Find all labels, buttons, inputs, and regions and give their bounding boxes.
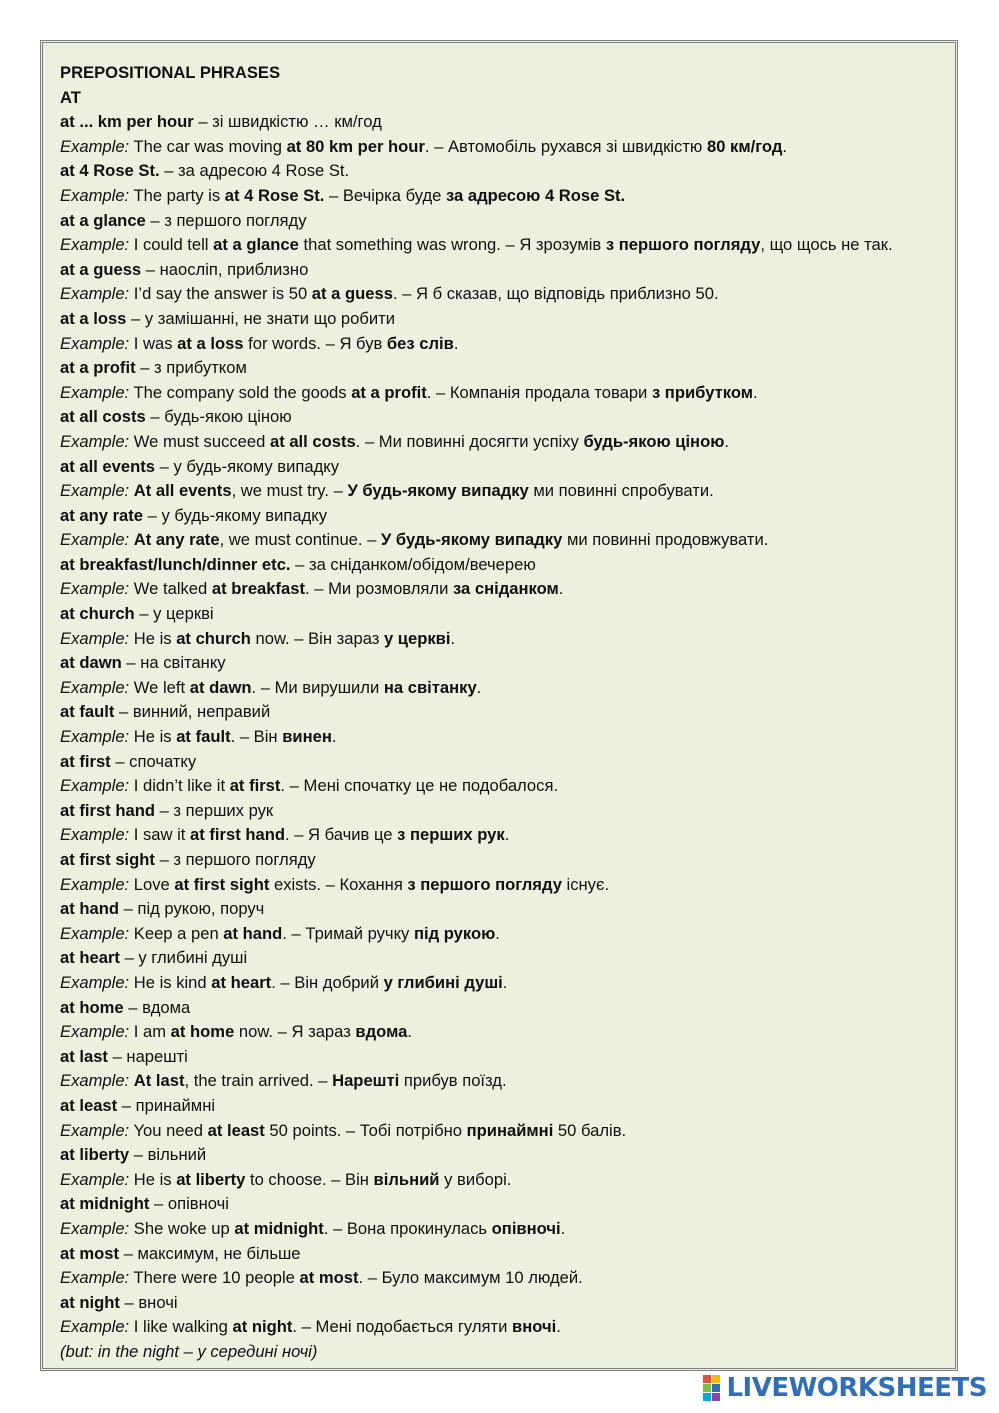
example-highlight: at first hand: [190, 825, 285, 845]
example-text: . – Ми розмовляли: [305, 579, 453, 599]
example-text: He is: [129, 628, 177, 648]
entry-definition-line: [60, 258, 980, 283]
example-text: I saw it: [129, 825, 191, 845]
example-text: for words. – Я був: [243, 333, 387, 353]
entry-example-line: [60, 528, 980, 553]
example-text: .: [558, 579, 564, 599]
entry-meaning: – зі швидкістю … км/год: [193, 112, 382, 132]
example-text: . – Я б сказав, що відповідь приблизно 50.: [392, 284, 719, 304]
entry-meaning: – вночі: [119, 1292, 178, 1312]
example-text: You need: [129, 1120, 208, 1140]
example-highlight: at first: [229, 776, 281, 796]
example-text: у виборі.: [439, 1169, 512, 1189]
entry-example-line: [60, 577, 980, 602]
entry-example-line: [60, 381, 980, 406]
example-text: .: [782, 136, 788, 156]
example-text: The car was moving: [129, 136, 287, 156]
example-highlight: у церкві: [383, 628, 451, 648]
example-highlight: at hand: [223, 923, 283, 943]
example-text: прибув поїзд.: [399, 1071, 507, 1091]
entry-example-line: [60, 1266, 980, 1291]
brand-name: LIVEWORKSHEETS: [726, 1373, 987, 1403]
entry-phrase: at first: [60, 751, 111, 771]
entry-example-line: [60, 971, 980, 996]
entry-definition-line: [60, 110, 980, 135]
example-text: .: [495, 923, 500, 943]
entry-definition-line: [60, 1143, 980, 1168]
example-text: . – Він добрий: [271, 972, 384, 992]
example-label: Example:: [60, 1120, 130, 1140]
entry-example-line: [60, 282, 980, 307]
entry-meaning: – у церкві: [134, 604, 214, 624]
example-highlight: at a glance: [213, 235, 299, 255]
entry-definition-line: [60, 750, 980, 775]
example-text: to choose. – Він: [245, 1169, 374, 1189]
entry-example-line: [60, 725, 980, 750]
entry-definition-line: [60, 651, 980, 676]
entry-definition-line: [60, 799, 980, 824]
example-text: Love: [129, 874, 175, 894]
entry-example-line: [60, 184, 980, 209]
example-text: . – Вона прокинулась: [323, 1218, 492, 1238]
entry-definition-line: [60, 553, 980, 578]
example-highlight: з першого погляду: [605, 235, 761, 255]
example-text: .: [724, 431, 730, 451]
entry-phrase: at night: [60, 1292, 120, 1312]
example-label: Example:: [60, 530, 130, 550]
entry-meaning: – за адресою 4 Rose St.: [159, 161, 350, 181]
entry-phrase: at first hand: [60, 800, 155, 820]
example-label: Example:: [60, 1022, 130, 1042]
example-text: . – Він: [230, 727, 283, 747]
example-text: that something was wrong. – Я зрозумів: [298, 235, 606, 255]
example-label: Example:: [60, 185, 130, 205]
entry-phrase: at heart: [60, 948, 120, 968]
example-highlight: з перших рук: [397, 825, 505, 845]
entry-example-line: [60, 1119, 980, 1144]
example-highlight: at most: [299, 1268, 359, 1288]
example-text: I could tell: [129, 235, 214, 255]
example-label: Example:: [60, 1071, 130, 1091]
entry-meaning: – з першого погляду: [154, 850, 316, 869]
example-highlight: вільний: [373, 1169, 440, 1189]
entry-meaning: – вільний: [129, 1145, 207, 1165]
example-text: The company sold the goods: [129, 382, 352, 402]
example-text: He is: [129, 727, 177, 747]
entry-meaning: – на світанку: [121, 653, 226, 673]
example-highlight: at a profit: [351, 382, 427, 402]
example-label: Example:: [60, 481, 130, 501]
entry-phrase: at breakfast/lunch/dinner etc.: [60, 554, 291, 574]
example-text: We left: [129, 677, 190, 697]
example-text: – Вечірка буде: [324, 185, 447, 205]
entry-example-line: [60, 430, 980, 455]
logo-square: [703, 1393, 711, 1401]
entry-definition-line: [60, 405, 980, 430]
entry-meaning: – принаймні: [117, 1095, 216, 1115]
entry-definition-line: [60, 1045, 980, 1070]
example-text: .: [504, 825, 510, 845]
example-text: We must succeed: [129, 431, 270, 451]
example-text: She woke up: [129, 1218, 235, 1238]
example-text: . – Тримай ручку: [282, 923, 414, 943]
entry-meaning: – у будь-якому випадку: [143, 505, 327, 525]
entry-meaning: – з прибутком: [135, 358, 247, 378]
example-highlight: будь-якою ціною: [583, 431, 725, 451]
example-highlight: вдома: [355, 1022, 408, 1042]
example-highlight: at all costs: [269, 431, 356, 451]
entry-example-line: [60, 823, 980, 848]
entry-phrase: at a guess: [60, 259, 142, 279]
entry-meaning: – максимум, не більше: [119, 1243, 301, 1263]
entry-definition-line: [60, 307, 980, 332]
example-highlight: at breakfast: [211, 579, 306, 599]
example-label: Example:: [60, 136, 130, 156]
entry-example-line: [60, 1217, 980, 1242]
entry-phrase: at a loss: [60, 308, 127, 328]
entry-meaning: – у глибині душі: [119, 948, 248, 968]
example-highlight: 80 км/год: [706, 136, 783, 156]
example-text: I like walking: [129, 1317, 233, 1337]
example-highlight: At all events: [133, 481, 232, 501]
example-highlight: at 80 km per hour: [286, 136, 425, 156]
note: (but: in the night – у середині ночі): [60, 1341, 318, 1361]
entry-definition-line: [60, 356, 980, 381]
entry-example-line: [60, 479, 980, 504]
example-label: Example:: [60, 628, 130, 648]
entry-example-line: [60, 627, 980, 652]
example-label: Example:: [60, 1169, 130, 1189]
example-highlight: під рукою: [413, 923, 496, 943]
example-text: He is kind: [129, 972, 212, 992]
entry-meaning: – у будь-якому випадку: [155, 456, 339, 476]
entry-meaning: – вдома: [123, 997, 191, 1017]
example-label: Example:: [60, 874, 130, 894]
example-label: Example:: [60, 284, 130, 304]
example-text: I didn’t like it: [129, 776, 230, 796]
entry-example-line: [60, 1020, 980, 1045]
entry-definition-line: [60, 897, 980, 922]
entry-definition-line: [60, 1094, 980, 1119]
example-text: 50 балів.: [553, 1120, 627, 1140]
worksheet-content: [60, 61, 980, 1364]
example-label: Example:: [60, 382, 130, 402]
example-highlight: У будь-якому випадку: [380, 530, 563, 550]
example-highlight: з першого погляду: [407, 874, 562, 894]
entry-example-line: [60, 676, 980, 701]
example-text: now. – Я зараз: [234, 1022, 356, 1042]
example-text: .: [753, 382, 758, 402]
entry-phrase: at church: [60, 604, 135, 624]
example-highlight: принаймні: [466, 1120, 554, 1140]
example-highlight: Нарешті: [332, 1071, 400, 1091]
example-text: . – Я бачив це: [285, 825, 398, 845]
example-text: . – Мені спочатку це не подобалося.: [280, 776, 559, 796]
entry-example-line: [60, 873, 980, 898]
entry-phrase: at first sight: [60, 850, 155, 869]
example-highlight: у глибині душі: [383, 972, 503, 992]
entry-definition-line: [60, 1291, 980, 1316]
entry-meaning: – з перших рук: [154, 800, 274, 820]
example-text: .: [450, 628, 456, 648]
example-label: Example:: [60, 923, 130, 943]
example-highlight: У будь-якому випадку: [347, 481, 529, 501]
example-highlight: за сніданком: [452, 579, 559, 599]
example-text: We talked: [129, 579, 212, 599]
example-text: .: [502, 972, 508, 992]
entries-list: [60, 110, 980, 1340]
entry-meaning: – винний, неправий: [114, 702, 271, 722]
example-text: , we must continue. –: [219, 530, 381, 550]
example-text: .: [560, 1218, 566, 1238]
entry-definition-line: [60, 946, 980, 971]
example-text: Keep a pen: [129, 923, 224, 943]
entry-example-line: [60, 1069, 980, 1094]
example-text: .: [476, 677, 482, 697]
entry-definition-line: [60, 602, 980, 627]
example-highlight: на світанку: [383, 677, 477, 697]
example-label: Example:: [60, 1317, 130, 1337]
entry-example-line: [60, 135, 980, 160]
entry-definition-line: [60, 1192, 980, 1217]
example-text: . – Ми повинні досягти успіху: [355, 431, 584, 451]
entry-meaning: – спочатку: [110, 751, 197, 771]
entry-example-line: [60, 233, 980, 258]
entry-phrase: at a glance: [60, 210, 146, 230]
example-highlight: без слів: [386, 333, 454, 353]
example-highlight: at church: [176, 628, 251, 648]
entry-phrase: at a profit: [60, 358, 136, 378]
example-label: Example:: [60, 1268, 130, 1288]
example-text: . – Було максимум 10 людей.: [358, 1268, 583, 1288]
entry-phrase: at dawn: [60, 653, 122, 673]
example-text: now. – Він зараз: [250, 628, 384, 648]
entry-meaning: – за сніданком/обідом/вечерею: [290, 554, 536, 574]
entry-phrase: at all events: [60, 456, 156, 476]
example-text: ми повинні спробувати.: [528, 481, 714, 501]
example-text: exists. – Кохання: [269, 874, 408, 894]
example-text: I am: [129, 1022, 171, 1042]
example-highlight: at night: [232, 1317, 293, 1337]
example-text: There were 10 people: [129, 1268, 300, 1288]
example-highlight: винен: [282, 727, 332, 747]
entry-phrase: at least: [60, 1095, 118, 1115]
example-highlight: at fault: [176, 727, 231, 747]
entry-meaning: – нарешті: [107, 1046, 188, 1066]
entry-phrase: at last: [60, 1046, 108, 1066]
entry-definition-line: [60, 455, 980, 480]
example-highlight: at liberty: [176, 1169, 246, 1189]
example-text: . – Ми вирушили: [251, 677, 384, 697]
example-text: . – Автомобіль рухався зі швидкістю: [424, 136, 707, 156]
entry-definition-line: [60, 848, 980, 873]
example-text: , що щось не так.: [760, 235, 893, 255]
entry-meaning: – з першого погляду: [145, 210, 307, 230]
example-highlight: вночі: [512, 1317, 557, 1337]
entry-example-line: [60, 774, 980, 799]
example-text: I’d say the answer is 50: [129, 284, 312, 304]
example-text: . – Мені подобається гуляти: [292, 1317, 512, 1337]
example-highlight: at a loss: [177, 333, 244, 353]
example-highlight: at home: [170, 1022, 235, 1042]
example-label: Example:: [60, 431, 130, 451]
entry-phrase: at midnight: [60, 1194, 150, 1214]
entry-example-line: [60, 332, 980, 357]
example-highlight: за адресою 4 Rose St.: [446, 185, 626, 205]
entry-definition-line: [60, 159, 980, 184]
example-text: I was: [129, 333, 178, 353]
liveworksheets-logo-icon: [703, 1375, 720, 1401]
example-highlight: at dawn: [189, 677, 252, 697]
example-label: Example:: [60, 333, 130, 353]
example-label: Example:: [60, 579, 130, 599]
example-text: існує.: [561, 874, 610, 894]
entry-phrase: at fault: [60, 702, 115, 722]
example-highlight: опівночі: [491, 1218, 561, 1238]
entry-meaning: – будь-якою ціною: [145, 407, 292, 427]
example-text: .: [407, 1022, 412, 1042]
entry-definition-line: [60, 996, 980, 1021]
example-highlight: At last: [133, 1071, 185, 1091]
example-highlight: at 4 Rose St.: [224, 185, 325, 205]
logo-square: [712, 1375, 720, 1383]
entry-meaning: – під рукою, поруч: [119, 899, 265, 919]
example-text: .: [453, 333, 459, 353]
example-highlight: At any rate: [133, 530, 220, 550]
example-highlight: at first sight: [174, 874, 270, 894]
entry-phrase: at ... km per hour: [60, 112, 194, 132]
entry-definition-line: [60, 504, 980, 529]
example-text: , the train arrived. –: [184, 1071, 333, 1091]
entry-example-line: [60, 1315, 980, 1340]
example-text: . – Компанія продала товари: [426, 382, 652, 402]
entry-meaning: – наосліп, приблизно: [141, 259, 309, 279]
entry-definition-line: [60, 209, 980, 234]
example-text: ми повинні продовжувати.: [562, 530, 769, 550]
example-label: Example:: [60, 825, 130, 845]
example-label: Example:: [60, 1218, 130, 1238]
entry-definition-line: [60, 1242, 980, 1267]
entry-example-line: [60, 1168, 980, 1193]
entry-phrase: at all costs: [60, 407, 146, 427]
logo-square: [703, 1384, 711, 1392]
entry-phrase: at any rate: [60, 505, 144, 525]
example-highlight: з прибутком: [651, 382, 754, 402]
example-label: Example:: [60, 727, 130, 747]
example-highlight: at least: [207, 1120, 265, 1140]
example-highlight: at heart: [211, 972, 272, 992]
logo-square: [712, 1393, 720, 1401]
example-text: The party is: [129, 185, 225, 205]
entry-phrase: at hand: [60, 899, 120, 919]
entry-phrase: at home: [60, 997, 124, 1017]
example-highlight: at a guess: [311, 284, 393, 304]
example-label: Example:: [60, 235, 130, 255]
entry-phrase: at 4 Rose St.: [60, 161, 160, 181]
example-text: , we must try. –: [231, 481, 348, 501]
page-title: PREPOSITIONAL PHRASES: [60, 63, 281, 82]
entry-meaning: – опівночі: [149, 1194, 229, 1214]
entry-meaning: – у замішанні, не знати що робити: [126, 308, 396, 328]
logo-square: [703, 1375, 711, 1383]
example-text: .: [331, 727, 337, 747]
entry-phrase: at liberty: [60, 1145, 130, 1165]
footer-brand: [703, 1373, 987, 1403]
example-label: Example:: [60, 972, 130, 992]
example-text: He is: [129, 1169, 177, 1189]
example-label: Example:: [60, 677, 130, 697]
logo-square: [712, 1384, 720, 1392]
example-text: 50 points. – Тобі потрібно: [264, 1120, 467, 1140]
entry-example-line: [60, 922, 980, 947]
entry-phrase: at most: [60, 1243, 120, 1263]
example-label: Example:: [60, 776, 130, 796]
section-heading: AT: [60, 87, 81, 107]
example-highlight: at midnight: [234, 1218, 324, 1238]
entry-definition-line: [60, 700, 980, 725]
example-text: .: [556, 1317, 561, 1337]
